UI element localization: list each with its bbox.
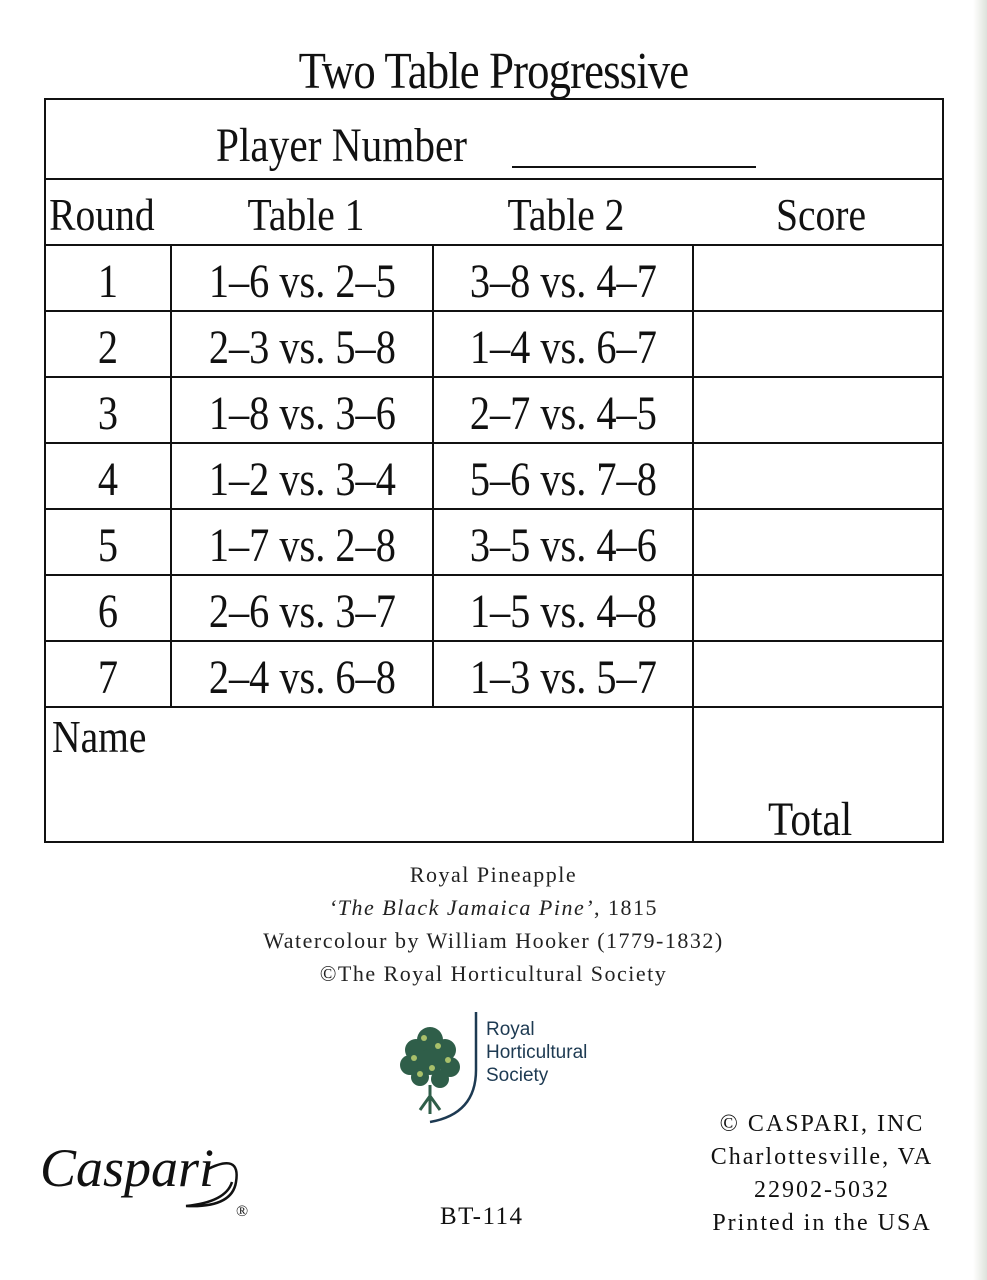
round-number-4: 4 — [97, 453, 119, 506]
scorecard-table — [44, 98, 944, 846]
score-cell-1[interactable] — [694, 246, 944, 310]
round-number-7: 7 — [97, 651, 119, 704]
tree-icon — [390, 1010, 485, 1126]
header-round: Round — [49, 189, 155, 240]
table2-match-6: 1–5 vs. 4–8 — [469, 585, 657, 638]
table1-match-1: 1–6 vs. 2–5 — [208, 255, 396, 308]
rule-row-7 — [46, 706, 942, 708]
table1-match-6: 2–6 vs. 3–7 — [208, 585, 396, 638]
score-cell-7[interactable] — [694, 642, 944, 706]
registered-mark: ® — [236, 1203, 249, 1220]
header-table2: Table 2 — [507, 189, 625, 240]
table1-match-2: 2–3 vs. 5–8 — [208, 321, 396, 374]
table2-match-1: 3–8 vs. 4–7 — [469, 255, 657, 308]
caspari-logo — [36, 1130, 266, 1220]
score-cell-4[interactable] — [694, 444, 944, 508]
total-label: Total — [768, 793, 853, 846]
table1-match-7: 2–4 vs. 6–8 — [208, 651, 396, 704]
caspari-logo-text: Caspari — [40, 1138, 215, 1198]
artwork-copyright: ©The Royal Horticultural Society — [319, 961, 668, 986]
artwork-artist: Watercolour by William Hooker (1779-1832) — [263, 928, 724, 953]
rhs-logo — [390, 1010, 630, 1130]
table2-match-3: 2–7 vs. 4–5 — [469, 387, 657, 440]
name-label: Name — [52, 711, 147, 762]
player-number-label: Player Number — [216, 119, 468, 172]
score-cell-5[interactable] — [694, 510, 944, 574]
rule-under-player — [46, 178, 942, 180]
score-cell-3[interactable] — [694, 378, 944, 442]
round-number-1: 1 — [97, 255, 119, 308]
round-number-2: 2 — [97, 321, 119, 374]
table1-match-5: 1–7 vs. 2–8 — [208, 519, 396, 572]
table1-match-4: 1–2 vs. 3–4 — [208, 453, 396, 506]
player-number-blank[interactable] — [512, 166, 756, 168]
product-code: BT-114 — [440, 1203, 524, 1230]
rhs-wordmark: Royal Horticultural Society — [486, 1019, 588, 1086]
card-title: Two Table Progressive — [298, 43, 689, 100]
score-cell-2[interactable] — [694, 312, 944, 376]
artwork-credits — [0, 858, 987, 990]
table2-match-5: 3–5 vs. 4–6 — [469, 519, 657, 572]
round-number-6: 6 — [97, 585, 119, 638]
header-table1: Table 1 — [247, 189, 365, 240]
table2-match-4: 5–6 vs. 7–8 — [469, 453, 657, 506]
round-number-5: 5 — [97, 519, 119, 572]
table2-match-7: 1–3 vs. 5–7 — [469, 651, 657, 704]
artwork-subtitle: ‘The Black Jamaica Pine’, 1815 — [328, 895, 659, 920]
table1-match-3: 1–8 vs. 3–6 — [208, 387, 396, 440]
artwork-title: Royal Pineapple — [409, 862, 578, 887]
card-edge-shadow — [973, 0, 987, 1280]
header-score: Score — [775, 189, 867, 240]
round-number-3: 3 — [97, 387, 119, 440]
table2-match-2: 1–4 vs. 6–7 — [469, 321, 657, 374]
score-cell-6[interactable] — [694, 576, 944, 640]
publisher-address: © CASPARI, INC Charlottesville, VA 22902-5032 Printed in the USA — [710, 1111, 934, 1236]
